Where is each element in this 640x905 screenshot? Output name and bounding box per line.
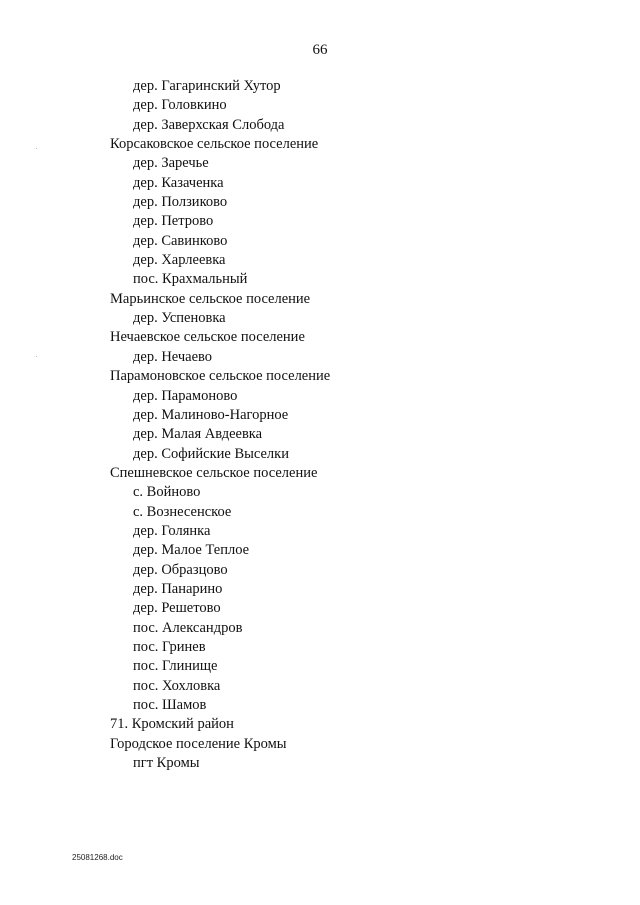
settlement-item: пос. Александров — [133, 619, 243, 636]
settlement-item: дер. Софийские Выселки — [133, 445, 289, 462]
settlement-item: дер. Заречье — [133, 155, 209, 172]
settlement-item: с. Вознесенское — [133, 503, 232, 520]
settlement-item: дер. Головкино — [133, 97, 227, 114]
section-heading: Марьинское сельское поселение — [110, 290, 311, 307]
section-heading: Городское поселение Кромы — [110, 735, 287, 752]
settlement-item: пос. Хохловка — [133, 677, 221, 694]
settlement-item: дер. Нечаево — [133, 348, 213, 365]
section-heading: Парамоновское сельское поселение — [110, 368, 331, 385]
settlement-item: дер. Харлеевка — [133, 252, 226, 269]
settlement-item: пос. Шамов — [133, 697, 207, 713]
settlement-item: дер. Малая Авдеевка — [133, 426, 263, 443]
settlement-item: дер. Решетово — [133, 600, 221, 617]
section-heading: Корсаковское сельское поселение — [110, 136, 319, 153]
settlement-item: дер. Петрово — [133, 213, 214, 230]
settlement-item: пос. Крахмальный — [133, 271, 248, 288]
settlement-item: дер. Парамоново — [133, 387, 238, 404]
settlement-item: дер. Малое Теплое — [133, 542, 250, 559]
settlement-item: дер. Образцово — [133, 561, 228, 578]
settlement-item: пос. Гринев — [133, 638, 206, 655]
settlement-item: пос. Глинище — [133, 658, 218, 675]
settlement-item: дер. Казаченка — [133, 174, 224, 191]
page-number: 66 — [312, 42, 328, 58]
settlement-item: дер. Малиново-Нагорное — [133, 406, 289, 423]
section-heading: 71. Кромский район — [110, 716, 234, 733]
settlement-item: дер. Гагаринский Хутор — [133, 78, 281, 94]
settlement-item: дер. Успеновка — [133, 310, 226, 327]
section-heading: Спешневское сельское поселение — [110, 464, 318, 481]
settlement-item: дер. Панарино — [133, 580, 223, 597]
settlement-item: пгт Кромы — [133, 755, 200, 772]
settlement-list — [0, 77, 640, 773]
settlement-item: с. Войново — [133, 484, 201, 501]
settlement-item: дер. Савинково — [133, 232, 228, 249]
section-heading: Нечаевское сельское поселение — [110, 329, 305, 346]
settlement-item: дер. Ползиково — [133, 194, 228, 211]
footer-file-name: 25081268.doc — [72, 853, 123, 862]
settlement-item: дер. Заверхская Слобода — [133, 116, 285, 133]
settlement-item: дер. Голянка — [133, 522, 211, 539]
